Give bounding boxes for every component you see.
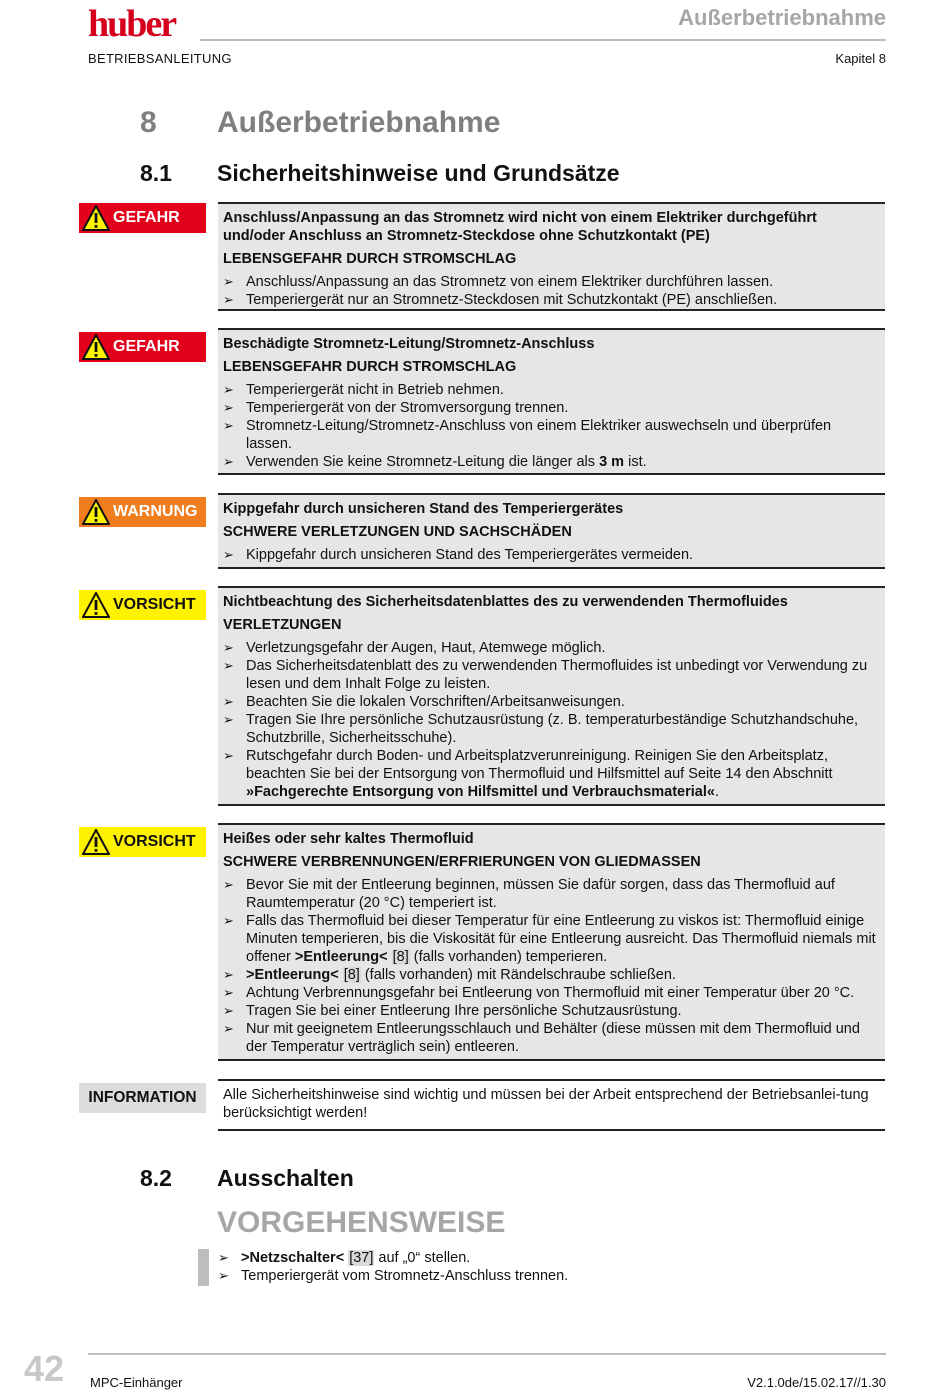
arrow-bullet-icon: ➢ [223, 292, 234, 307]
notice-list [223, 273, 877, 309]
arrow-bullet-icon: ➢ [223, 1021, 234, 1036]
list-item: ➢ Falls das Thermofluid bei dieser Temperatur für eine Entleerung zu viskos ist: Thermofluid einige Minuten temperieren, bis die Viskosität für eine Entleerung ausreicht. Das Thermofluid niemals mit offener >Entleerung< [8] (falls vorhanden) temperieren. [223, 913, 876, 965]
arrow-bullet-icon: ➢ [223, 877, 234, 892]
list-item: ➢ Bevor Sie mit der Entleerung beginnen, müssen Sie dafür sorgen, dass das Thermofluid auf Raumtemperatur (20 °C) temperiert ist. [223, 877, 835, 911]
list-item: ➢ >Entleerung< [8] (falls vorhanden) mit Rändelschraube schließen. [223, 967, 676, 983]
list-item: ➢ Verwenden Sie keine Stromnetz-Leitung die länger als 3 m ist. [223, 454, 647, 470]
chapter-number: 8 [140, 106, 157, 139]
safety-notice [218, 493, 885, 569]
procedure-marker [198, 1249, 209, 1286]
warning-label-text: WARNUNG [113, 503, 198, 520]
chapter-title: Außerbetriebnahme [217, 106, 501, 139]
list-item: ➢ Das Sicherheitsdatenblatt des zu verwendenden Thermofluides ist unbedingt vor Verwendung zu lesen und dem Inhalt Folge zu leisten. [223, 658, 868, 692]
arrow-bullet-icon: ➢ [223, 985, 234, 1000]
safety-notice [218, 823, 885, 1061]
caution-label [79, 827, 206, 857]
item-reference: [37] [349, 1250, 374, 1266]
notice-consequence: VERLETZUNGEN [223, 617, 342, 633]
arrow-bullet-icon: ➢ [223, 694, 234, 709]
notice-list [223, 546, 877, 564]
notice-title: Kippgefahr durch unsicheren Stand des Temperiergerätes [223, 501, 624, 517]
list-item: ➢ Verletzungsgefahr der Augen, Haut, Atemwege möglich. [223, 640, 606, 656]
section-number: 8.2 [140, 1165, 172, 1191]
header-chapter: Kapitel 8 [835, 51, 886, 66]
arrow-bullet-icon: ➢ [223, 400, 234, 415]
header-divider [200, 39, 886, 41]
warning-triangle-icon [82, 334, 110, 360]
item-reference: [8] [392, 949, 409, 965]
section-title: Ausschalten [217, 1165, 354, 1191]
notice-title: Anschluss/Anpassung an das Stromnetz wird nicht von einem Elektriker durchgeführt und/oder Anschluss an Stromnetz-Steckdose ohne Schutzkontakt (PE) [223, 210, 817, 244]
danger-label-text: GEFAHR [113, 209, 180, 226]
item-reference: [8] [343, 967, 360, 983]
arrow-bullet-icon: ➢ [223, 748, 234, 763]
information-label: INFORMATION [79, 1083, 206, 1113]
procedure-step: ➢ >Netzschalter< [37] auf „0“ stellen. [218, 1250, 471, 1266]
procedure-step: ➢ Temperiergerät vom Stromnetz-Anschluss trennen. [218, 1268, 569, 1284]
danger-label-text: GEFAHR [113, 338, 180, 355]
arrow-bullet-icon: ➢ [223, 658, 234, 673]
warning-triangle-icon [82, 829, 110, 855]
information-box [218, 1079, 885, 1131]
notice-title: Nichtbeachtung des Sicherheitsdatenblattes des zu verwendenden Thermofluides [223, 594, 788, 610]
list-item: ➢ Beachten Sie die lokalen Vorschriften/Arbeitsanweisungen. [223, 694, 625, 710]
page-number: 42 [24, 1348, 65, 1389]
footer-version: V2.1.0de/15.02.17//1.30 [747, 1375, 886, 1390]
arrow-bullet-icon: ➢ [223, 382, 234, 397]
notice-title: Heißes oder sehr kaltes Thermofluid [223, 831, 474, 847]
arrow-bullet-icon: ➢ [223, 454, 234, 469]
list-item: ➢ Nur mit geeignetem Entleerungsschlauch und Behälter (diese müssen mit dem Thermofluid und der Temperatur verträglich sein) entleeren. [223, 1021, 860, 1055]
arrow-bullet-icon: ➢ [223, 712, 234, 727]
footer-divider [88, 1353, 886, 1355]
danger-label [79, 332, 206, 362]
warning-triangle-icon [82, 205, 110, 231]
safety-notice [218, 202, 885, 311]
warning-triangle-icon [82, 592, 110, 618]
notice-list [223, 381, 877, 471]
arrow-bullet-icon: ➢ [223, 274, 234, 289]
caution-label [79, 590, 206, 620]
list-item: ➢ Stromnetz-Leitung/Stromnetz-Anschluss von einem Elektriker auswechseln und überprüfen lassen. [223, 418, 832, 452]
safety-notice [218, 586, 885, 806]
safety-notice [218, 328, 885, 475]
information-text: Alle Sicherheitshinweise sind wichtig und müssen bei der Arbeit entsprechend der Betriebsanlei-tung berücksichtigt werden! [223, 1087, 869, 1121]
list-item: ➢ Rutschgefahr durch Boden- und Arbeitsplatzverunreinigung. Reinigen Sie den Arbeitsplatz, beachten Sie bei der Entsorgung von Thermofluid und Hilfsmittel auf Seite 14 den Abschnitt »Fachgerechte Entsorgung von Hilfsmittel und Verbrauchsmaterial«. [223, 748, 833, 800]
notice-title: Beschädigte Stromnetz-Leitung/Stromnetz-Anschluss [223, 336, 595, 352]
header-title: Außerbetriebnahme [678, 5, 886, 30]
caution-label-text: VORSICHT [113, 833, 196, 850]
arrow-bullet-icon: ➢ [218, 1268, 229, 1283]
list-item: ➢ Tragen Sie Ihre persönliche Schutzausrüstung (z. B. temperaturbeständige Schutzhandschuhe, Schutzbrille, Sicherheitsschuhe). [223, 712, 859, 746]
arrow-bullet-icon: ➢ [223, 1003, 234, 1018]
huber-logo [88, 6, 180, 42]
list-item: ➢ Kippgefahr durch unsicheren Stand des Temperiergerätes vermeiden. [223, 547, 694, 563]
danger-label [79, 203, 206, 233]
notice-consequence: SCHWERE VERBRENNUNGEN/ERFRIERUNGEN VON GLIEDMASSEN [223, 854, 701, 870]
warning-triangle-icon [82, 499, 110, 525]
section-number: 8.1 [140, 160, 172, 186]
list-item: ➢ Tragen Sie bei einer Entleerung Ihre persönliche Schutzausrüstung. [223, 1003, 682, 1019]
list-item: ➢ Temperiergerät von der Stromversorgung trennen. [223, 400, 569, 416]
procedure-list [218, 1249, 568, 1285]
notice-consequence: LEBENSGEFAHR DURCH STROMSCHLAG [223, 251, 517, 267]
procedure-title: VORGEHENSWEISE [217, 1206, 506, 1239]
arrow-bullet-icon: ➢ [223, 547, 234, 562]
arrow-bullet-icon: ➢ [223, 913, 234, 928]
notice-list [223, 876, 877, 1056]
list-item: ➢ Anschluss/Anpassung an das Stromnetz von einem Elektriker durchführen lassen. [223, 274, 774, 290]
warning-label [79, 497, 206, 527]
notice-consequence: LEBENSGEFAHR DURCH STROMSCHLAG [223, 359, 517, 375]
list-item: ➢ Achtung Verbrennungsgefahr bei Entleerung von Thermofluid mit einer Temperatur über 20 °C. [223, 985, 855, 1001]
list-item: ➢ Temperiergerät nur an Stromnetz-Steckdosen mit Schutzkontakt (PE) anschließen. [223, 292, 778, 308]
list-item: ➢ Temperiergerät nicht in Betrieb nehmen. [223, 382, 504, 398]
footer-product: MPC-Einhänger [90, 1375, 183, 1390]
arrow-bullet-icon: ➢ [223, 418, 234, 433]
svg-text:huber: huber [88, 6, 176, 42]
section-title: Sicherheitshinweise und Grundsätze [217, 160, 620, 186]
arrow-bullet-icon: ➢ [223, 640, 234, 655]
notice-list [223, 639, 877, 801]
notice-consequence: SCHWERE VERLETZUNGEN UND SACHSCHÄDEN [223, 524, 572, 540]
arrow-bullet-icon: ➢ [218, 1250, 229, 1265]
caution-label-text: VORSICHT [113, 596, 196, 613]
arrow-bullet-icon: ➢ [223, 967, 234, 982]
header-document-type: BETRIEBSANLEITUNG [88, 51, 232, 66]
